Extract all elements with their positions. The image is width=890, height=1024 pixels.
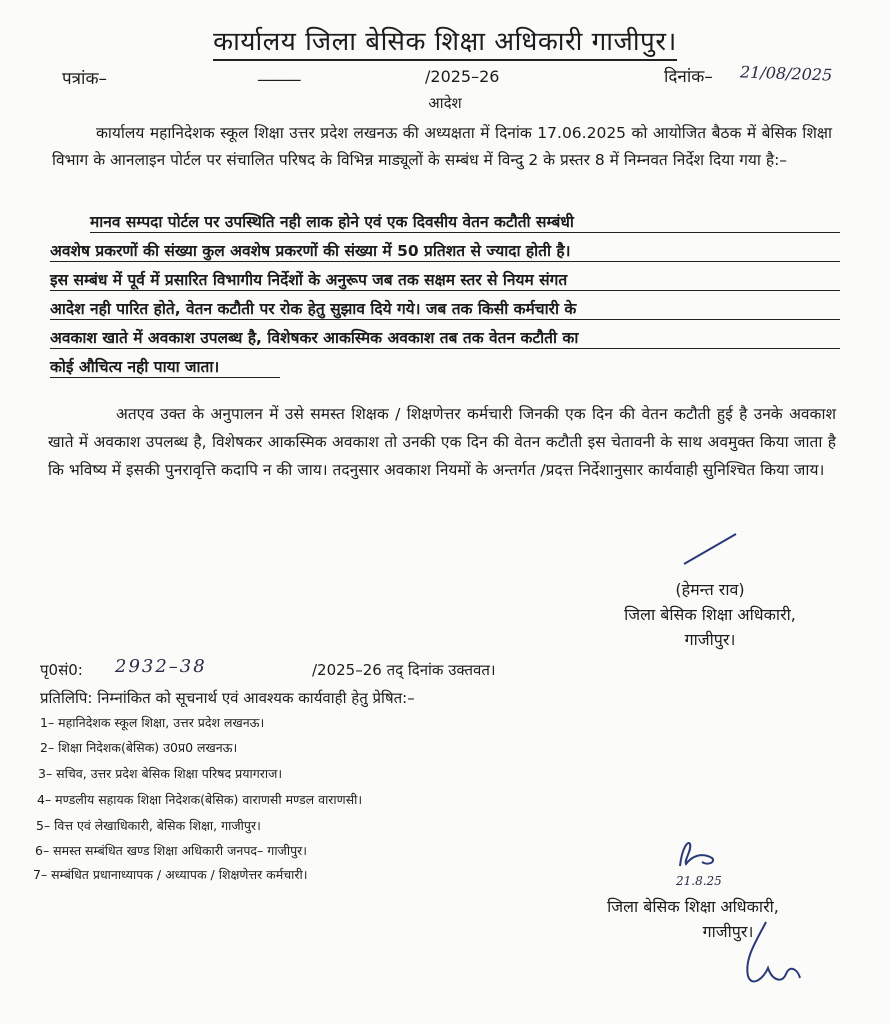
endorsement-number: 2932–38 <box>115 656 207 677</box>
directive-block <box>50 208 840 382</box>
list-item: 4– मण्डलीय सहायक शिक्षा निदेशक(बेसिक) वाराणसी मण्डल वाराणसी। <box>37 792 363 807</box>
initials-mark <box>672 838 732 874</box>
endorsement-label: पृ0सं0: <box>40 661 83 679</box>
signature-mark <box>680 530 740 570</box>
ref-year: /2025–26 <box>425 67 500 86</box>
officer-designation: जिला बेसिक शिक्षा अधिकारी, <box>624 605 796 624</box>
directive-line: अवशेष प्रकरणों की संख्या कुल अवशेष प्रकरणों की संख्या में 50 प्रतिशत से ज्यादा होती है। <box>50 237 840 266</box>
endorsement-rest: /2025–26 तद् दिनांक उक्तवत। <box>312 661 496 679</box>
list-item: 7– सम्बंधित प्रधानाध्यापक / अध्यापक / शिक्षणेत्तर कर्मचारी। <box>33 867 308 882</box>
directive-line: आदेश नही पारित होते, वेतन कटौती पर रोक हेतु सुझाव दिये गये। जब तक किसी कर्मचारी के <box>50 295 840 324</box>
list-item: 2– शिक्षा निदेशक(बेसिक) उ0प्र0 लखनऊ। <box>40 740 238 755</box>
body-paragraph: अतएव उक्त के अनुपालन में उसे समस्त शिक्षक / शिक्षणेत्तर कर्मचारी जिनकी एक दिन की वेतन कटौती हुई है उनके अवकाश खाते में अवकाश उपलब्ध है, विशेषकर आकस्मिक अवकाश तो उनकी एक दिन की वेतन कटौती इस चेतावनी के साथ अवमुक्त किया जाता है कि भविष्य में इसकी पुनरावृत्ति कदापि न की जाय। तदनुसार अवकाश नियमों के अन्तर्गत /प्रदत्त निर्देशानुसार कार्यवाही सुनिश्चित किया जाय। <box>48 405 836 479</box>
list-item: 5– वित्त एवं लेखाधिकारी, बेसिक शिक्षा, गाजीपुर। <box>36 818 261 833</box>
list-item: 3– सचिव, उत्तर प्रदेश बेसिक शिक्षा परिषद प्रयागराज। <box>38 766 283 781</box>
initials-date: 21.8.25 <box>676 874 722 888</box>
directive-line: कोई औचित्य नही पाया जाता। <box>50 353 840 382</box>
intro-paragraph: कार्यालय महानिदेशक स्कूल शिक्षा उत्तर प्रदेश लखनऊ की अध्यक्षता में दिनांक 17.06.2025 को आयोजित बैठक में बेसिक शिक्षा विभाग के आनलाइन पोर्टल पर संचालित परिषद के विभिन्न माड्यूलों के सम्बंध में विन्दु 2 के प्रस्तर 8 में निम्नवत निर्देश दिया गया है:– <box>52 124 832 169</box>
office-title: कार्यालय जिला बेसिक शिक्षा अधिकारी गाजीपुर। <box>0 22 890 58</box>
date-handwritten: 21/08/2025 <box>739 62 833 85</box>
list-item: 6– समस्त सम्बंधित खण्ड शिक्षा अधिकारी जनपद– गाजीपुर। <box>35 843 308 858</box>
officer-designation-2: जिला बेसिक शिक्षा अधिकारी, <box>607 897 779 916</box>
signature-block <box>590 577 830 652</box>
directive-line: अवकाश खाते में अवकाश उपलब्ध है, विशेषकर आकस्मिक अवकाश तब तक वेतन कटौती का <box>50 324 840 353</box>
officer-place: गाजीपुर। <box>684 630 736 649</box>
order-heading: आदेश <box>428 94 462 112</box>
signature-squiggle <box>738 918 808 998</box>
copy-line: प्रतिलिपि: निम्नांकित को सूचनार्थ एवं आवश्यक कार्यवाही हेतु प्रेषित:– <box>40 689 415 707</box>
directive-line: मानव सम्पदा पोर्टल पर उपस्थिति नही लाक होने एवं एक दिवसीय वेतन कटौती सम्बंधी <box>50 208 840 237</box>
officer-name: (हेमन्त राव) <box>675 580 745 599</box>
ref-label: पत्रांक– <box>62 69 107 89</box>
list-item: 1– महानिदेशक स्कूल शिक्षा, उत्तर प्रदेश लखनऊ। <box>40 715 265 730</box>
directive-line: इस सम्बंध में पूर्व में प्रसारित विभागीय निर्देशों के अनुरूप जब तक सक्षम स्तर से नियम संगत <box>50 266 840 295</box>
officer-place-2: गाजीपुर। <box>702 922 754 941</box>
date-label: दिनांक– <box>664 67 713 87</box>
ref-blank: _____ <box>258 62 301 82</box>
